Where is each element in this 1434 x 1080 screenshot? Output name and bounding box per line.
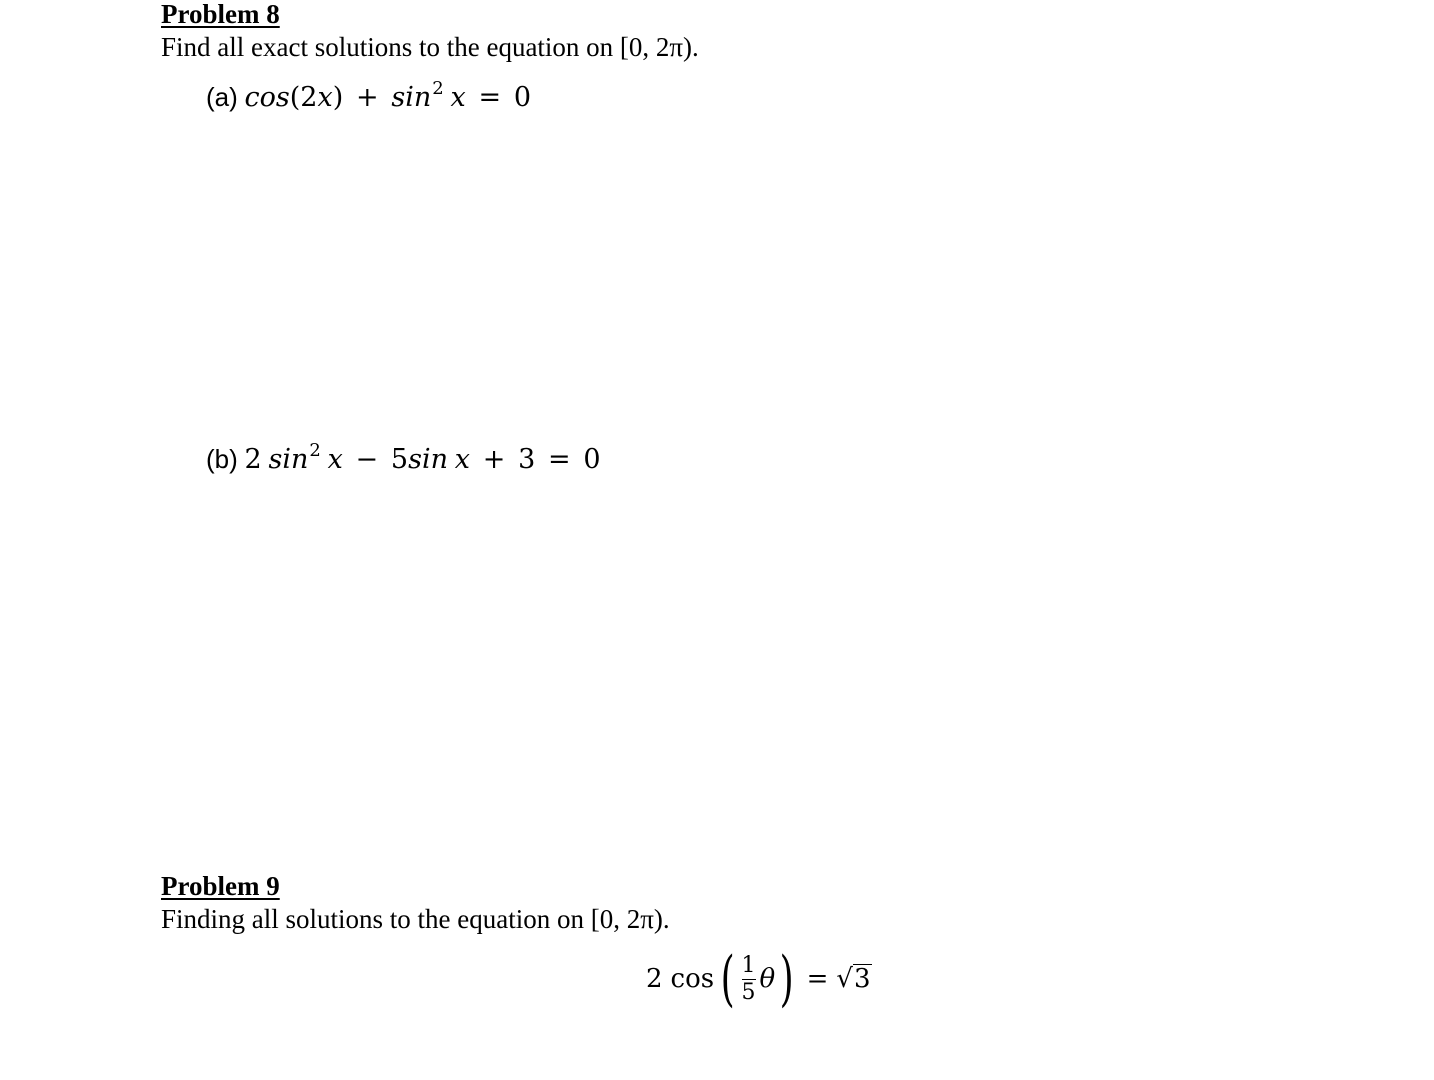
left-paren: (: [720, 944, 735, 1014]
denominator: 5: [741, 979, 756, 1005]
rhs-value: 0: [513, 82, 532, 113]
variable-x: x: [450, 82, 466, 113]
rhs-value: 0: [583, 444, 601, 475]
minus-sign: −: [355, 444, 379, 475]
problem-8-part-b: [206, 442, 601, 473]
constant: 3: [518, 444, 536, 475]
sin-function: sin: [268, 444, 309, 475]
square-root: [836, 964, 871, 994]
coefficient: 5: [390, 444, 409, 475]
sin-function: sin: [408, 444, 448, 475]
problem-8-instruction: Find all exact solutions to the equation on [0, 2π).: [161, 32, 699, 62]
problem-9-equation: [646, 944, 872, 1014]
part-b-label: (b): [206, 444, 238, 474]
variable-theta: θ: [759, 964, 776, 994]
coefficient: 2: [646, 964, 663, 994]
cos-function: cos: [670, 964, 715, 994]
problem-9-heading: Problem 9: [161, 871, 280, 901]
part-a-label: (a): [206, 82, 238, 112]
equals-sign: =: [806, 964, 829, 994]
numerator: 1: [741, 953, 756, 979]
variable-x: x: [454, 444, 470, 475]
plus-sign: +: [356, 82, 379, 113]
equals-sign: =: [478, 82, 502, 113]
variable-x: x: [327, 444, 343, 475]
argument-close: ): [332, 82, 344, 113]
variable-x: x: [317, 82, 333, 113]
radicand: 3: [853, 964, 871, 994]
problem-8-heading: Problem 8: [161, 0, 280, 29]
exponent: 2: [432, 78, 444, 99]
cos-function: cos: [244, 82, 290, 113]
fraction: [742, 954, 756, 1003]
radical-sign: √: [836, 964, 853, 994]
right-paren: ): [779, 944, 794, 1014]
argument-open: (2: [289, 82, 318, 113]
problem-9-instruction: Finding all solutions to the equation on [0, 2π).: [161, 904, 670, 934]
coefficient: 2: [244, 444, 262, 475]
problem-8-part-a: [206, 80, 531, 111]
plus-sign: +: [482, 444, 506, 475]
equals-sign: =: [548, 444, 571, 475]
exponent: 2: [309, 440, 321, 461]
sin-function: sin: [391, 82, 432, 113]
